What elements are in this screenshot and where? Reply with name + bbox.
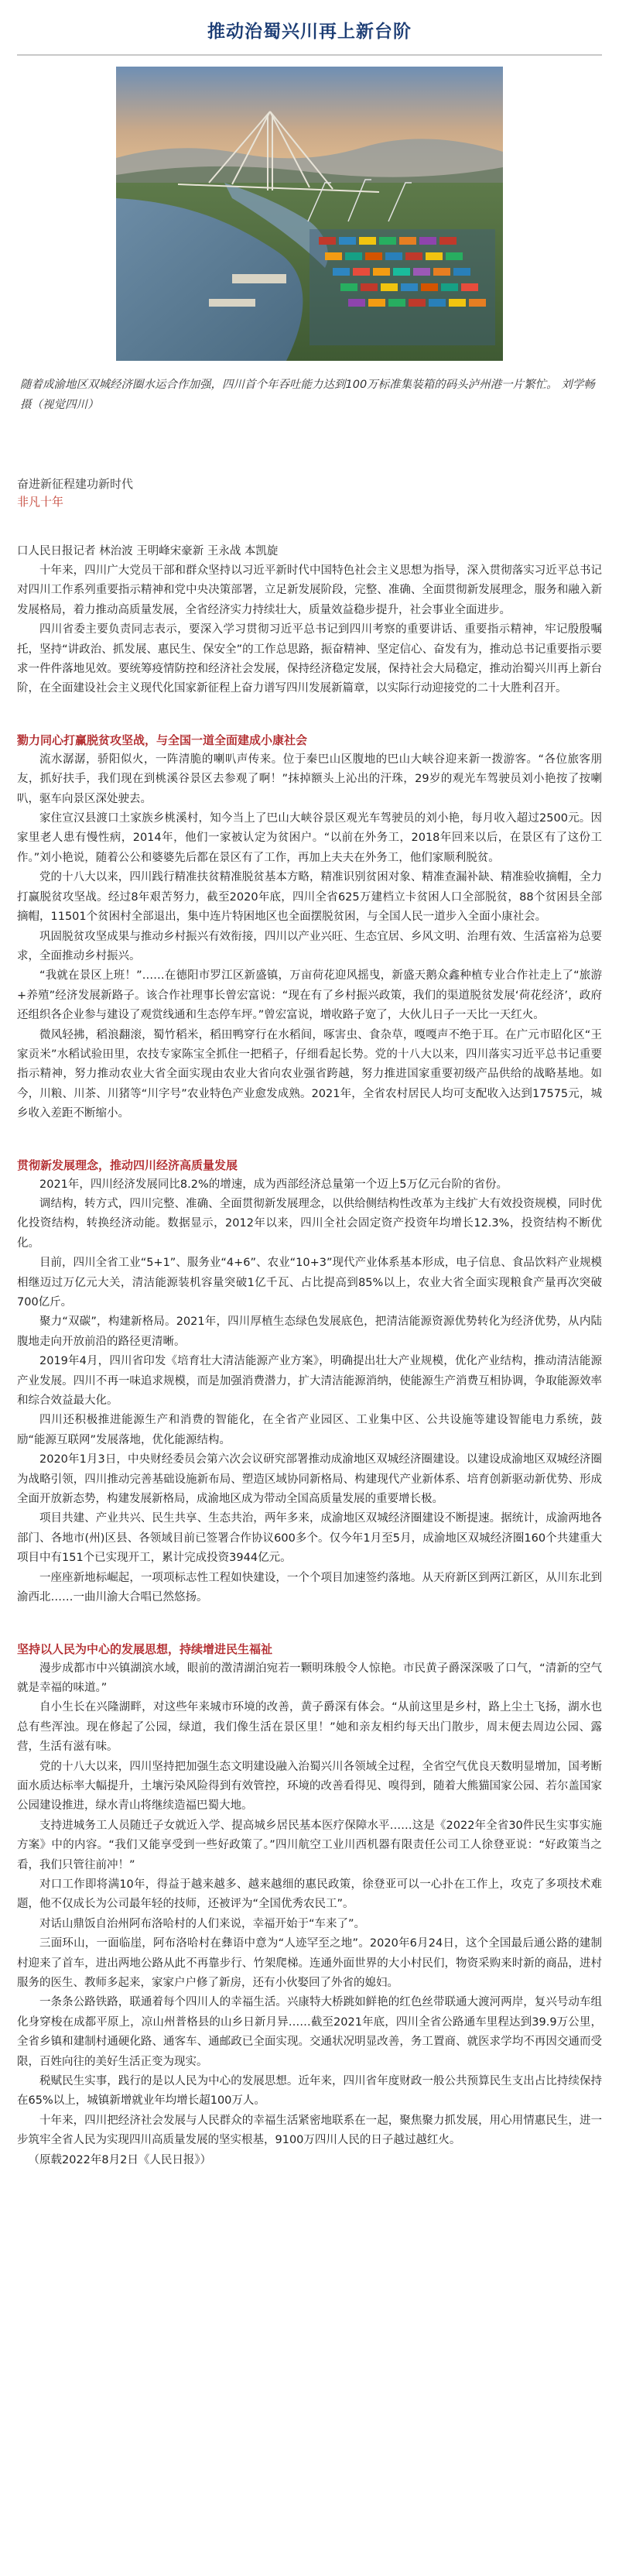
intro-paragraph: 四川省委主要负责同志表示，要深入学习贯彻习近平总书记到四川考察的重要讲话、重要指示精神，牢记殷殷嘱托，坚持“讲政治、抓发展、惠民生、保安全”的工作总思路，振奋精神、坚定信心、奋发有为，推动总书记重要指示要求一件件落地见效。要统筹疫情防控和经济社会发展，保持经济稳定发展，保持社会大局稳定，推动治蜀兴川再上新台阶，在全面建设社会主义现代化国家新征程上奋力谱写四川发展新篇章，以实际行动迎接党的二十大胜利召开。 — [17, 623, 602, 695]
section-paragraph: 对话山鼎饭自治州阿布洛哈村的人们来说，幸福开始于“车来了”。 — [39, 1917, 366, 1930]
source-note: （原载2022年8月2日《人民日报》） — [28, 2153, 212, 2166]
section-heading: 贯彻新发展理念，推动四川经济高质量发展 — [17, 1158, 238, 1172]
section-paragraph: 微风轻拂，稻浪翻滚，蜀竹稻米，稻田鸭穿行在水稻间，啄害虫、食杂草，嘎嘎声不绝于耳。在广元市昭化区“王家贡米”水稻试验田里，农技专家陈宝全抓住一把稻子，仔细看起长势。党的十八大以来，四川落实习近平总书记重要指示精神，努力推动农业大省全面实现由农业大省向农业强省跨越，努力推进国家重要初级产品供给的战略基地。如今，川粮、川茶、川猪等“川字号”农业特色产业愈发成熟。2021年，全省农村居民人均可支配收入达到17575元，城乡收入差距不断缩小。 — [17, 1028, 602, 1120]
section-paragraph: 十年来，四川把经济社会发展与人民群众的幸福生活紧密地联系在一起，聚焦聚力抓发展，用心用情惠民生，进一步筑牢全省人民为实现四川高质量发展的坚实根基，9100万四川人民的日子越过越红火。 — [17, 2114, 602, 2147]
section-paragraph: 2019年4月，四川省印发《培育壮大清洁能源产业方案》，明确提出壮大产业规模，优化产业结构，推动清洁能源产业发展。四川不再一味追求规模，而是加强消费潜力，扩大清洁能源消纳，使能源生产消费互相协调，争取能源效率和综合效益最大化。 — [17, 1355, 602, 1408]
section-paragraph: “我就在景区上班！”……在德阳市罗江区新盛镇，万亩荷花迎风摇曳，新盛天鹅众鑫种植专业合作社走上了“旅游+养殖”经济发展新路子。该合作社理事长曾宏富说：“现在有了乡村振兴政策，我们的渠道脱贫发展‘荷花经济’，政府还组织各企业参与建设了观赏线通和生态停车坪。”曾宏富说，增收路子宽了，大伙儿日子一天比一天红火。 — [17, 969, 602, 1022]
section-paragraph: 四川还积极推进能源生产和消费的智能化，在全省产业园区、工业集中区、公共设施等建设智能电力系统，鼓励“能源互联网”发展落地，优化能源结构。 — [17, 1414, 602, 1446]
section-paragraph: 聚力“双碳”，构建新格局。2021年，四川厚植生态绿色发展底色，把清洁能源资源优势转化为经济优势，从内陆腹地走向开放前沿的路径更清晰。 — [17, 1315, 602, 1348]
section-paragraph: 2020年1月3日，中央财经委员会第六次会议研究部署推动成渝地区双城经济圈建设。以建设成渝地区双城经济圈为战略引领，四川推动完善基础设施新布局、塑造区域协同新格局、构建现代产业新体系、培育创新驱动新优势、形成全面开放新态势，构建发展新格局，成渝地区成为带动全国高质量发展的重要增长极。 — [17, 1453, 602, 1506]
section-paragraph: 一座座新地标崛起，一项项标志性工程如快建设，一个个项目加速签约落地。从天府新区到两江新区，从川东北到渝西北……一曲川渝大合唱已然悠扬。 — [17, 1571, 602, 1604]
photo-container — [17, 67, 602, 361]
photo-caption: 随着成渝地区双城经济圈水运合作加强，四川首个年吞吐能力达到100万标准集装箱的码头泸州港一片繁忙。 刘学畅 摄（视觉四川） — [20, 379, 595, 411]
section-paragraph: 2021年，四川经济发展同比8.2%的增速，成为西部经济总量第一个迈上5万亿元台阶的省份。 — [39, 1178, 508, 1191]
section-paragraph: 巩固脱贫攻坚成果与推动乡村振兴有效衔接，四川以产业兴旺、生态宜居、乡风文明、治理有效、生活富裕为总要求，全面推动乡村振兴。 — [17, 930, 602, 962]
section-paragraph: 自小生长在兴隆湖畔，对这些年来城市环境的改善，黄子爵深有体会。“从前这里是乡村，路上尘土飞扬，湖水也总有些浑浊。现在修起了公园，绿道，我们像生活在景区里！”她和亲友相约每天出门散步，周末便去周边公园、露营，生活有滋有味。 — [17, 1701, 602, 1754]
column-label: 奋进新征程建功新时代 — [17, 477, 134, 491]
section-paragraph: 税赋民生实事，践行的是以人民为中心的发展思想。近年来，四川省年度财政一般公共预算民生支出占比持续保持在65%以上，城镇新增就业年均增长超100万人。 — [17, 2075, 602, 2108]
intro-paragraph: 十年来，四川广大党员干部和群众坚持以习近平新时代中国特色社会主义思想为指导，深入贯彻落实习近平总书记对四川工作系列重要指示精神和党中央决策部署，立足新发展阶段，完整、准确、全面贯彻新发展理念，服务和融入新发展格局，着力推动高质量发展，全省经济实力持续壮大，质量效益稳步提升，社会事业全面进步。 — [17, 564, 602, 616]
section-heading: 勠力同心打赢脱贫攻坚战，与全国一道全面建成小康社会 — [17, 732, 308, 747]
section-paragraph: 支持进城务工人员随迁子女就近入学、提高城乡居民基本医疗保障水平……这是《2022年全省30件民生实事实施方案》中的内容。“我们又能享受到一些好政策了。”四川航空工业川西机器有限责任公司工人徐登亚说：“好政策当之看，我们只管往前冲！” — [17, 1819, 603, 1871]
section-paragraph: 流水潺潺，骄阳似火，一阵清脆的喇叭声传来。位于秦巴山区腹地的巴山大峡谷迎来新一拨游客。“各位旅客朋友，抓好扶手，我们现在到桃溪谷景区去参观了啊！”抹掉额头上沁出的汗珠，29岁的观光车驾驶员刘小艳按了按喇叭，驱车向景区深处驶去。 — [17, 753, 602, 805]
section-paragraph: 漫步成都市中兴镇湖滨水域，眼前的澂清湖泊宛若一颗明珠般令人惊艳。市民黄子爵深深吸了口气，“清新的空气就是幸福的味道。” — [17, 1662, 602, 1694]
title-divider — [17, 54, 602, 56]
section-paragraph: 三面环山，一面临崖，阿布洛哈村在彝语中意为“人迹罕至之地”。2020年6月24日，这个全国最后通公路的建制村迎来了首车，进出两地公路从此不再靠步行、竹架爬梯。连通外面世界的大小村民们，物资采购来时新的商品，进村服务的医生、教师多起来，家家户户修了新房，还有小伙娶回了外省的媳妇。 — [17, 1937, 602, 1989]
byline: 口人民日报记者 林治波 王明峰宋豪新 王永战 本凯旋 — [17, 545, 279, 557]
section-paragraph: 项目共建、产业共兴、民生共享、生态共治，两年多来，成渝地区双城经济圈建设不断提速。据统计，成渝两地各部门、各地市(州)区县、各领域目前已签署合作协议600多个。仅今年1月至5月，成渝地区双城经济圈160个共建重大项目中有151个已实现开工，累计完成投资3944亿元。 — [17, 1512, 602, 1565]
section-paragraph: 党的十八大以来，四川坚持把加强生态文明建设融入治蜀兴川各领域全过程，全省空气优良天数明显增加，国考断面水质达标率大幅提升，土壤污染风险得到有效管控，环境的改善看得见、嗅得到，随着大熊猫国家公园、若尔盖国家公园建设推进，绿水青山将继续造福巴蜀大地。 — [17, 1760, 602, 1813]
section-paragraph: 家住宣汉县渡口土家族乡桃溪村，知今当上了巴山大峡谷景区观光车驾驶员的刘小艳，每月收入超过2500元。因家里老人患有慢性病，2014年，他们一家被认定为贫困户。“以前在外务工，2018年回来以后，在景区有了这份工作。”刘小艳说，随着公公和婆婆先后都在景区有了工作，再加上夫夫在外务工，他们家顺利脱贫。 — [17, 812, 602, 864]
section-paragraph: 一条条公路铁路，联通着每个四川人的幸福生活。兴康特大桥跳如鲜艳的红色丝带联通大渡河两岸，复兴号动车组化身穿梭在成都平原上，凉山州普格县的山乡日新月异……截至2021年底，四川全省公路通车里程达到39.9万公里，全省乡镇和建制村通硬化路、通客车、通邮政已全面实现。交通状况明显改善，务工置商、就医求学均不再因交通而受限，百姓向往的美好生活正变为现实。 — [17, 1996, 602, 2068]
section-paragraph: 对口工作即将满10年，得益于越来越多、越来越细的惠民政策，徐登亚可以一心扑在工作上，攻克了多项技术难题，他不仅成长为公司最年轻的技师，还被评为“全国优秀农民工”。 — [17, 1878, 602, 1911]
harbor-photo — [116, 67, 503, 361]
article-title: 推动治蜀兴川再上新台阶 — [207, 22, 412, 42]
section-paragraph: 目前，四川全省工业“5+1”、服务业“4+6”、农业“10+3”现代产业体系基本形成，电子信息、食品饮料产业规模相继迈过万亿元大关，清洁能源装机容量突破1亿千瓦、占比提高到85%以上，农业大省全面实现粮食产量再次突破700亿斤。 — [17, 1257, 602, 1309]
section-paragraph: 党的十八大以来，四川践行精准扶贫精准脱贫基本方略，精准识别贫困对象、精准查漏补缺、精准验收摘帽，全力打赢脱贫攻坚战。经过8年艰苦努力，截至2020年底，四川全省625万建档立卡贫困人口全部脱贫，88个贫困县全部摘帽，11501个贫困村全部退出，集中连片特困地区也全面摆脱贫困，与全国人民一道步入全面小康社会。 — [17, 871, 602, 924]
column-sublabel: 非凡十年 — [17, 495, 64, 509]
section-heading: 坚持以人民为中心的发展思想，持续增进民生福祉 — [17, 1641, 273, 1656]
section-paragraph: 调结构，转方式，四川完整、准确、全面贯彻新发展理念，以供给侧结构性改革为主线扩大有效投资规模，同时优化投资结构，转换经济动能。数据显示，2012年以来，四川全社会固定资产投资年均增长12.3%，投资结构不断优化。 — [17, 1197, 602, 1250]
